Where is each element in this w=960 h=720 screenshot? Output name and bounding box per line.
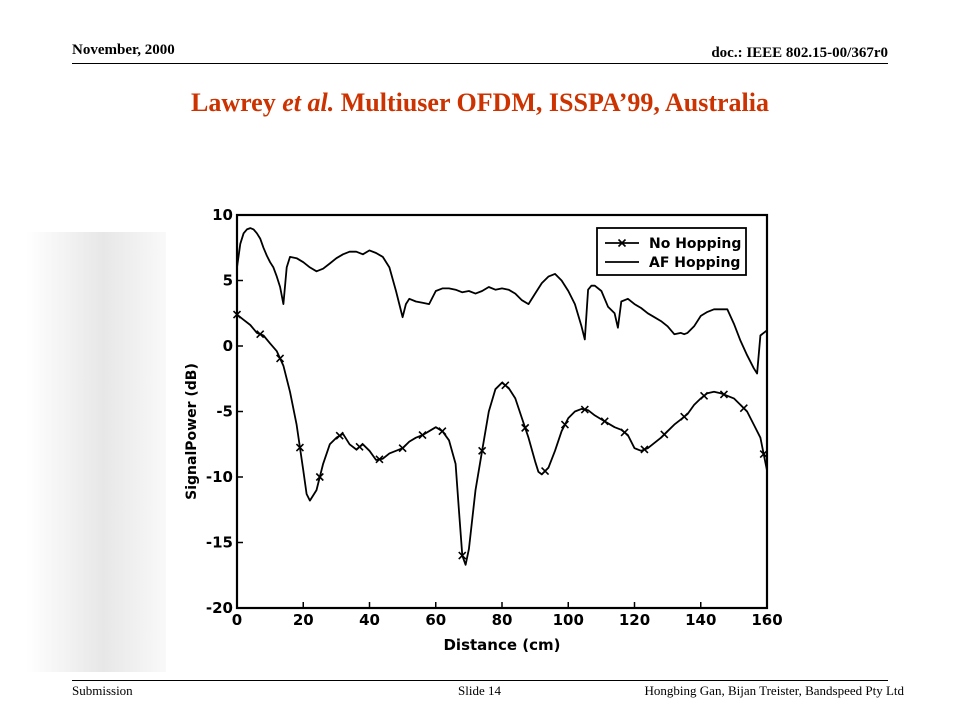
series-marker — [701, 392, 708, 399]
x-tick-label: 160 — [751, 611, 783, 629]
x-tick-label: 120 — [618, 611, 651, 629]
series-marker — [399, 445, 406, 452]
series-marker — [561, 421, 568, 428]
slide-title-italic: et al. — [282, 88, 335, 117]
series-line-no-hopping — [237, 315, 767, 565]
header-divider — [72, 63, 888, 64]
header-doc-id: doc.: IEEE 802.15-00/367r0 — [711, 45, 888, 61]
series-group — [234, 228, 768, 565]
series-marker — [601, 418, 608, 425]
legend-label: AF Hopping — [649, 255, 741, 271]
x-tick-label: 60 — [425, 611, 447, 629]
x-tick-label: 20 — [292, 611, 314, 629]
series-marker — [419, 432, 426, 439]
slide-title — [0, 88, 960, 118]
y-tick-label: -15 — [205, 533, 233, 552]
slide-title-prefix: Lawrey — [190, 88, 283, 117]
footer-submission: Submission — [72, 683, 133, 698]
series-marker — [661, 431, 668, 438]
slide-title-suffix: Multiuser OFDM, ISSPA’99, Australia — [334, 88, 769, 117]
x-tick-label: 0 — [231, 611, 243, 629]
x-tick-label: 80 — [491, 611, 513, 629]
x-tick-label: 40 — [359, 611, 380, 629]
header-date: November, 2000 — [72, 42, 175, 58]
series-marker — [277, 355, 284, 362]
series-marker — [356, 443, 363, 450]
legend — [597, 228, 746, 275]
chart — [170, 195, 790, 665]
footer-divider — [72, 680, 888, 681]
footer-authors: Hongbing Gan, Bijan Treister, Bandspeed Pty Ltd — [644, 683, 904, 698]
footer-slide-number: Slide 14 — [458, 683, 501, 698]
x-tick-label: 100 — [552, 611, 584, 629]
x-axis-label: Distance (cm) — [443, 636, 561, 654]
series-marker — [336, 432, 343, 439]
series-marker — [542, 468, 549, 475]
legend-label: No Hopping — [649, 236, 742, 252]
y-tick-label: 10 — [212, 206, 233, 224]
y-axis-label: SignalPower (dB) — [184, 363, 200, 500]
scan-shadow — [26, 232, 166, 672]
y-tick-label: -20 — [205, 599, 233, 617]
series-marker — [681, 413, 688, 420]
x-tick-label: 140 — [685, 611, 717, 629]
series-marker — [439, 428, 446, 435]
series-marker — [740, 405, 747, 412]
y-tick-label: 0 — [222, 337, 233, 355]
y-tick-label: -10 — [205, 468, 233, 486]
y-tick-label: -5 — [216, 402, 233, 421]
series-marker — [502, 382, 509, 389]
y-tick-label: 5 — [222, 271, 233, 290]
series-marker — [621, 429, 628, 436]
